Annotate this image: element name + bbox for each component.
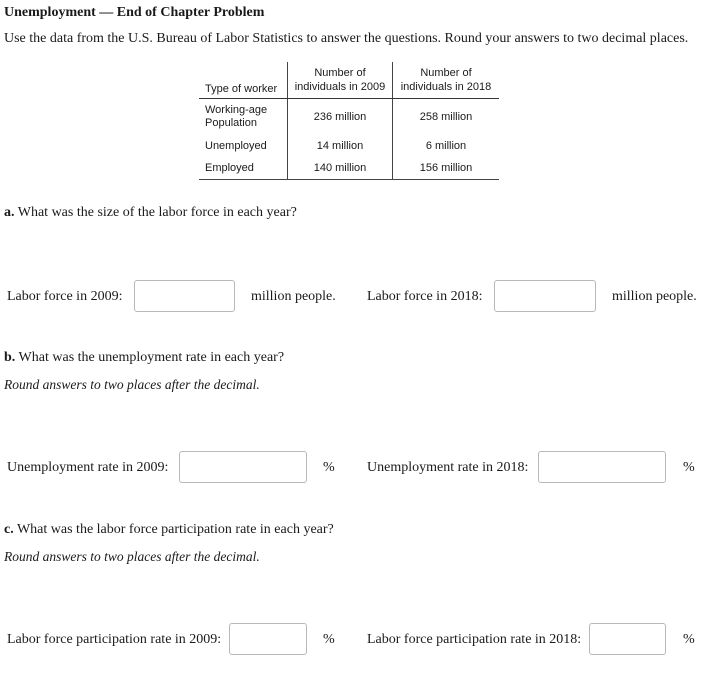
row-2018-value: 258 million bbox=[419, 110, 473, 123]
header-2009-line1: Number of bbox=[314, 67, 366, 79]
row-type-line2: Population bbox=[205, 117, 257, 129]
labor-force-2009-label: Labor force in 2009: bbox=[7, 289, 123, 304]
unemployment-rate-2018-unit: % bbox=[683, 460, 695, 475]
labor-force-2018-label: Labor force in 2018: bbox=[367, 289, 483, 304]
participation-rate-2009-unit: % bbox=[323, 632, 335, 647]
question-b-letter: b. bbox=[4, 350, 16, 365]
question-c-note: Round answers to two places after the decimal. bbox=[4, 549, 260, 564]
question-c-letter: c. bbox=[4, 522, 14, 537]
question-b bbox=[4, 350, 284, 366]
row-2009-value: 14 million bbox=[288, 135, 393, 157]
participation-rate-2018-unit: % bbox=[683, 632, 695, 647]
question-a-text: What was the size of the labor force in each year? bbox=[17, 205, 297, 220]
table-row bbox=[199, 135, 499, 157]
unemployment-rate-2009-input[interactable] bbox=[179, 451, 307, 483]
row-2009-value: 236 million bbox=[288, 99, 393, 136]
unemployment-rate-2018-input[interactable] bbox=[538, 451, 666, 483]
instructions: Use the data from the U.S. Bureau of Labor Statistics to answer the questions. Round your answers to two decimal places. bbox=[4, 31, 689, 46]
data-table bbox=[199, 62, 499, 180]
labor-force-2018-input[interactable] bbox=[494, 280, 596, 312]
participation-rate-2009-label: Labor force participation rate in 2009: bbox=[7, 632, 222, 647]
header-2009-line2: individuals in 2009 bbox=[294, 81, 386, 93]
unemployment-rate-2009-unit: % bbox=[323, 460, 335, 475]
unemployment-rate-2009-label: Unemployment rate in 2009: bbox=[7, 460, 169, 475]
row-type: Unemployed bbox=[205, 139, 267, 152]
header-2009 bbox=[288, 62, 393, 99]
labor-force-2009-input[interactable] bbox=[134, 280, 235, 312]
table-row bbox=[199, 157, 499, 180]
table-row bbox=[199, 99, 499, 136]
row-type: Employed bbox=[199, 157, 288, 180]
problem-title: Unemployment — End of Chapter Problem bbox=[4, 5, 265, 20]
question-c-text: What was the labor force participation rate in each year? bbox=[16, 522, 334, 537]
header-2018 bbox=[393, 62, 500, 99]
row-2018-value: 156 million bbox=[393, 157, 500, 180]
table-header-row bbox=[199, 62, 499, 99]
labor-force-2009-unit: million people. bbox=[251, 289, 336, 304]
row-type bbox=[199, 99, 288, 136]
question-c bbox=[4, 522, 334, 538]
question-b-note: Round answers to two places after the decimal. bbox=[4, 377, 260, 392]
participation-rate-2009-input[interactable] bbox=[229, 623, 307, 655]
row-type-line1: Working-age bbox=[205, 104, 268, 116]
row-2018-value: 6 million bbox=[425, 139, 467, 152]
header-2018-line1: Number of bbox=[420, 67, 472, 79]
labor-force-2018-unit: million people. bbox=[612, 289, 697, 304]
header-2018-line2: individuals in 2018 bbox=[400, 81, 492, 93]
question-a bbox=[4, 205, 297, 221]
participation-rate-2018-label: Labor force participation rate in 2018: bbox=[367, 632, 582, 647]
participation-rate-2018-input[interactable] bbox=[589, 623, 666, 655]
question-b-text: What was the unemployment rate in each year? bbox=[18, 350, 285, 365]
header-type-of-worker: Type of worker bbox=[199, 62, 288, 99]
question-a-letter: a. bbox=[4, 205, 15, 220]
unemployment-rate-2018-label: Unemployment rate in 2018: bbox=[367, 460, 529, 475]
row-2009-value: 140 million bbox=[288, 157, 393, 180]
